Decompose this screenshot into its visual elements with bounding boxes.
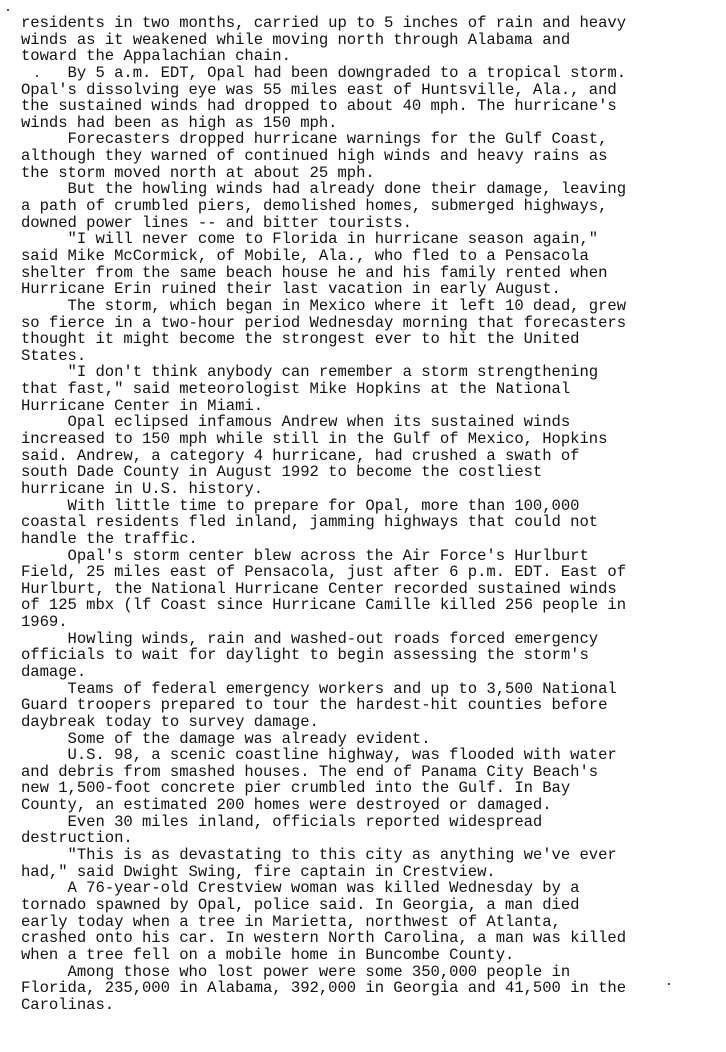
text-line: said Mike McCormick, of Mobile, Ala., who fled to a Pensacola bbox=[21, 246, 589, 265]
text-line: shelter from the same beach house he and his family rented when bbox=[21, 263, 608, 282]
text-line: officials to wait for daylight to begin assessing the storm's bbox=[21, 646, 589, 665]
text-line: south Dade County in August 1992 to become the costliest bbox=[21, 463, 543, 482]
text-line: "I don't think anybody can remember a storm strengthening bbox=[21, 363, 599, 382]
text-line: hurricane in U.S. history. bbox=[21, 479, 264, 498]
text-line: when a tree fell on a mobile home in Buncombe County. bbox=[21, 945, 515, 964]
text-line: handle the traffic. bbox=[21, 529, 198, 548]
text-line: Opal's dissolving eye was 55 miles east of Huntsville, Ala., and bbox=[21, 80, 617, 99]
text-line: downed power lines -- and bitter tourists. bbox=[21, 213, 412, 232]
text-line: The storm, which began in Mexico where it left 10 dead, grew bbox=[21, 296, 627, 315]
text-line: a path of crumbled piers, demolished homes, submerged highways, bbox=[21, 197, 608, 216]
text-line: Opal's storm center blew across the Air Force's Hurlburt bbox=[21, 546, 589, 565]
scan-speck bbox=[7, 9, 9, 11]
text-line: increased to 150 mph while still in the Gulf of Mexico, Hopkins bbox=[21, 430, 608, 449]
text-line: "This is as devastating to this city as anything we've ever bbox=[21, 846, 617, 865]
text-line: so fierce in a two-hour period Wednesday morning that forecasters bbox=[21, 313, 627, 332]
text-line: thought it might become the strongest ever to hit the United bbox=[21, 330, 580, 349]
text-line: residents in two months, carried up to 5 inches of rain and heavy bbox=[21, 14, 627, 32]
text-line: Teams of federal emergency workers and up to 3,500 National bbox=[21, 679, 617, 698]
text-line: County, an estimated 200 homes were destroyed or damaged. bbox=[21, 796, 552, 815]
text-line: the sustained winds had dropped to about 40 mph. The hurricane's bbox=[21, 97, 617, 116]
article-body bbox=[21, 15, 721, 1013]
text-line: of 125 mbx (lf Coast since Hurricane Camille killed 256 people in bbox=[21, 596, 627, 615]
text-line: crashed onto his car. In western North Carolina, a man was killed bbox=[21, 929, 627, 948]
text-line: Guard troopers prepared to tour the hardest-hit counties before bbox=[21, 696, 608, 715]
text-line: Carolinas. bbox=[21, 995, 115, 1014]
text-line: Opal eclipsed infamous Andrew when its sustained winds bbox=[21, 413, 571, 432]
text-line: States. bbox=[21, 346, 87, 365]
text-line: Even 30 miles inland, officials reported widespread bbox=[21, 812, 543, 831]
text-line: toward the Appalachian chain. bbox=[21, 47, 291, 66]
text-line: By 5 a.m. EDT, Opal had been downgraded to a tropical storm. bbox=[21, 63, 627, 82]
text-line: Florida, 235,000 in Alabama, 392,000 in Georgia and 41,500 in the bbox=[21, 979, 627, 998]
text-line: although they warned of continued high winds and heavy rains as bbox=[21, 147, 608, 166]
text-line: Howling winds, rain and washed-out roads forced emergency bbox=[21, 629, 599, 648]
text-line: Hurricane Center in Miami. bbox=[21, 396, 264, 415]
text-line: winds as it weakened while moving north through Alabama and bbox=[21, 30, 571, 49]
text-line: Hurricane Erin ruined their last vacation in early August. bbox=[21, 280, 561, 299]
text-line: destruction. bbox=[21, 829, 133, 848]
text-line: U.S. 98, a scenic coastline highway, was flooded with water bbox=[21, 746, 617, 765]
text-line: winds had been as high as 150 mph. bbox=[21, 113, 338, 132]
text-line: that fast," said meteorologist Mike Hopkins at the National bbox=[21, 380, 571, 399]
text-line: Hurlburt, the National Hurricane Center recorded sustained winds bbox=[21, 579, 617, 598]
text-line: and debris from smashed houses. The end of Panama City Beach's bbox=[21, 762, 599, 781]
text-line: Some of the damage was already evident. bbox=[21, 729, 431, 748]
text-line: Forecasters dropped hurricane warnings for the Gulf Coast, bbox=[21, 130, 608, 149]
text-line: daybreak today to survey damage. bbox=[21, 712, 319, 731]
text-line: With little time to prepare for Opal, more than 100,000 bbox=[21, 496, 580, 515]
text-line: But the howling winds had already done their damage, leaving bbox=[21, 180, 627, 199]
text-line: the storm moved north at about 25 mph. bbox=[21, 163, 375, 182]
text-line: A 76-year-old Crestview woman was killed Wednesday by a bbox=[21, 879, 580, 898]
text-line: early today when a tree in Marietta, northwest of Atlanta, bbox=[21, 912, 561, 931]
text-line: damage. bbox=[21, 662, 87, 681]
text-line: 1969. bbox=[21, 613, 68, 632]
text-line: coastal residents fled inland, jamming highways that could not bbox=[21, 513, 599, 532]
text-line: tornado spawned by Opal, police said. In Georgia, a man died bbox=[21, 895, 580, 914]
text-line: Among those who lost power were some 350,000 people in bbox=[21, 962, 571, 981]
text-line: new 1,500-foot concrete pier crumbled into the Gulf. In Bay bbox=[21, 779, 571, 798]
text-line: Field, 25 miles east of Pensacola, just after 6 p.m. EDT. East of bbox=[21, 563, 627, 582]
text-line: "I will never come to Florida in hurricane season again," bbox=[21, 230, 599, 249]
text-line: had," said Dwight Swing, fire captain in Crestview. bbox=[21, 862, 496, 881]
text-line: said. Andrew, a category 4 hurricane, had crushed a swath of bbox=[21, 446, 580, 465]
